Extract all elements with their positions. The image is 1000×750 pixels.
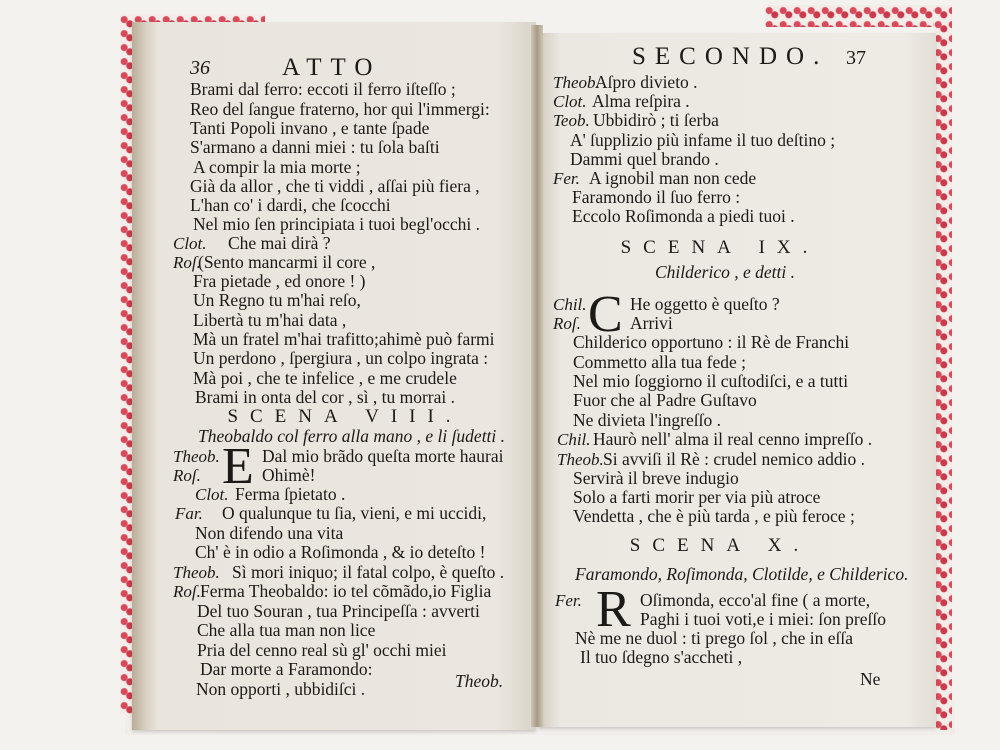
- scene-heading: SCENA VIII.: [227, 406, 463, 427]
- verse-line: Nè me ne duol : ti prego ſol , che in eſſa: [575, 628, 853, 648]
- speaker-label: Teob.: [553, 111, 590, 130]
- verse-line: Oſimonda, ecco'al fine ( a morte,: [640, 590, 871, 610]
- verse-line: Servirà il breve indugio: [573, 468, 739, 488]
- drop-cap-c: C: [588, 286, 623, 343]
- speaker-label: Theob.: [173, 447, 220, 466]
- verse-line: O qualunque tu ſia, vieni, e mi uccidi,: [222, 503, 487, 523]
- verse-line: Si avviſi il Rè : crudel nemico addio .: [603, 449, 865, 469]
- verse-line: Alma reſpira .: [592, 91, 690, 111]
- verse-line: Vendetta , che è più tarda , e più feroce ;: [573, 506, 855, 526]
- speaker-label: Clot.: [173, 234, 207, 253]
- verse-line: Un perdono , ſpergiura , un colpo ingrata :: [193, 348, 489, 368]
- speaker-label: Clot.: [553, 92, 587, 111]
- speaker-label: Roſ.: [173, 582, 201, 601]
- verse-line: Dar morte a Faramondo:: [200, 659, 373, 679]
- verse-line: A compir la mia morte ;: [193, 157, 361, 177]
- verse-line: Sì mori iniquo; il fatal colpo, è queſto .: [232, 562, 505, 582]
- speaker-label: Roſ.: [173, 466, 201, 485]
- speaker-label: Theob.: [553, 73, 600, 92]
- verse-line: Pria del cenno real sù gl' occhi miei: [197, 640, 447, 660]
- verse-line: A' ſupplizio più infame il tuo deſtino ;: [570, 130, 836, 150]
- verse-line: Che mai dirà ?: [228, 233, 331, 253]
- stage-direction: Faramondo, Roſimonda, Clotilde, e Childerico.: [575, 564, 909, 584]
- stage-direction: Childerico , e detti .: [655, 262, 795, 282]
- speaker-label: Far.: [175, 504, 203, 523]
- verse-line: Childerico opportuno : il Rè de Franchi: [573, 332, 850, 352]
- verse-line: Ch' è in odio a Roſimonda , & io deteſto !: [195, 542, 486, 562]
- verse-line: Fra pietade , ed onore ! ): [193, 271, 366, 291]
- verse-line: Haurò nell' alma il real cenno impreſſo .: [593, 429, 873, 449]
- verse-line: He oggetto è queſto ?: [630, 294, 780, 314]
- verse-line: A ignobil man non cede: [589, 168, 757, 188]
- verse-line: Eccolo Roſimonda a piedi tuoi .: [572, 206, 795, 226]
- binding-pattern-top-right: [765, 5, 950, 27]
- scene-heading: SCENA X.: [629, 535, 811, 556]
- verse-line: Ferma Theobaldo: io tel cõmãdo,io Figlia: [200, 581, 492, 601]
- catchword-left: Theob.: [455, 671, 504, 691]
- speaker-label: Clot.: [195, 485, 229, 504]
- scene-heading: SCENA IX.: [620, 237, 820, 258]
- verse-line: Già da allor , che ti viddi , aſſai più fiera ,: [190, 176, 480, 196]
- verse-line: L'han co' i dardi, che ſcocchi: [190, 195, 391, 215]
- verse-line: Fuor che al Padre Guſtavo: [573, 390, 757, 410]
- verse-line: Paghi i tuoi voti,e i miei: ſon preſſo: [640, 609, 886, 629]
- verse-line: Libertà tu m'hai data ,: [193, 310, 347, 330]
- speaker-label: Roſ.: [173, 253, 201, 272]
- speaker-label: Fer.: [553, 169, 580, 188]
- running-head-right: SECONDO.: [632, 43, 829, 70]
- drop-cap-r: R: [596, 581, 631, 638]
- verse-line: Dal mio brãdo queſta morte haurai: [262, 446, 504, 466]
- verse-line: Non opporti , ubbidiſci .: [196, 679, 366, 699]
- stage-direction: Theobaldo col ferro alla mano , e li ſudetti .: [198, 426, 506, 446]
- speaker-label: Fer.: [555, 591, 582, 610]
- speaker-label: Theob.: [173, 563, 220, 582]
- verse-line: Un Regno tu m'hai reſo,: [193, 290, 361, 310]
- verse-line: Ohimè!: [262, 465, 316, 485]
- drop-cap-e: E: [222, 438, 254, 495]
- verse-line: Che alla tua man non lice: [197, 620, 376, 640]
- speaker-label: Chil.: [557, 430, 591, 449]
- catchword-right: Ne: [860, 669, 881, 689]
- binding-pattern-left: [120, 14, 132, 714]
- running-head-left: ATTO: [282, 54, 382, 81]
- speaker-label: Chil.: [553, 295, 587, 314]
- speaker-label: Theob.: [557, 450, 604, 469]
- verse-line: (Sento mancarmi il core ,: [198, 252, 376, 272]
- verse-line: Arrivi: [630, 313, 673, 333]
- verse-line: Dammi quel brando .: [570, 149, 719, 169]
- verse-line: Nel mio ſoggiorno il cuſtodiſci, e a tutti: [573, 371, 849, 391]
- verse-line: Commetto alla tua fede ;: [573, 352, 747, 372]
- verse-line: Ubbidirò ; ti ſerba: [593, 110, 719, 130]
- verse-line: S'armano a danni miei : tu ſola baſti: [190, 137, 440, 157]
- binding-pattern-right: [934, 5, 952, 730]
- page-number-right: 37: [846, 47, 866, 69]
- speaker-label: Roſ.: [553, 314, 581, 333]
- verse-line: Il tuo ſdegno s'accheti ,: [580, 647, 743, 667]
- verse-line: Non difendo una vita: [195, 523, 344, 543]
- verse-line: Reo del ſangue fraterno, hor qui l'immergi:: [190, 99, 490, 119]
- verse-line: Mà poi , che te infelice , e me crudele: [193, 368, 457, 388]
- verse-line: Ne divieta l'ingreſſo .: [573, 410, 721, 430]
- verse-line: Solo a farti morir per via più atroce: [573, 487, 821, 507]
- verse-line: Tanti Popoli invano , e tante ſpade: [190, 118, 430, 138]
- verse-line: Mà un fratel m'hai trafitto;ahimè può farmi: [193, 329, 495, 349]
- verse-line: Del tuo Souran , tua Principeſſa : avverti: [197, 601, 480, 621]
- verse-line: Ferma ſpietato .: [235, 484, 346, 504]
- verse-line: Brami dal ferro: eccoti il ferro iſteſſo ;: [190, 79, 456, 99]
- book-spine: [531, 25, 543, 727]
- verse-line: Faramondo il ſuo ferro :: [572, 187, 741, 207]
- verse-line: Nel mio ſen principiata i tuoi begl'occhi .: [193, 214, 480, 234]
- verse-line: Brami in onta del cor , sì , tu morrai .: [195, 387, 456, 407]
- verse-line: Aſpro divieto .: [595, 72, 698, 92]
- page-number-left: 36: [190, 57, 210, 79]
